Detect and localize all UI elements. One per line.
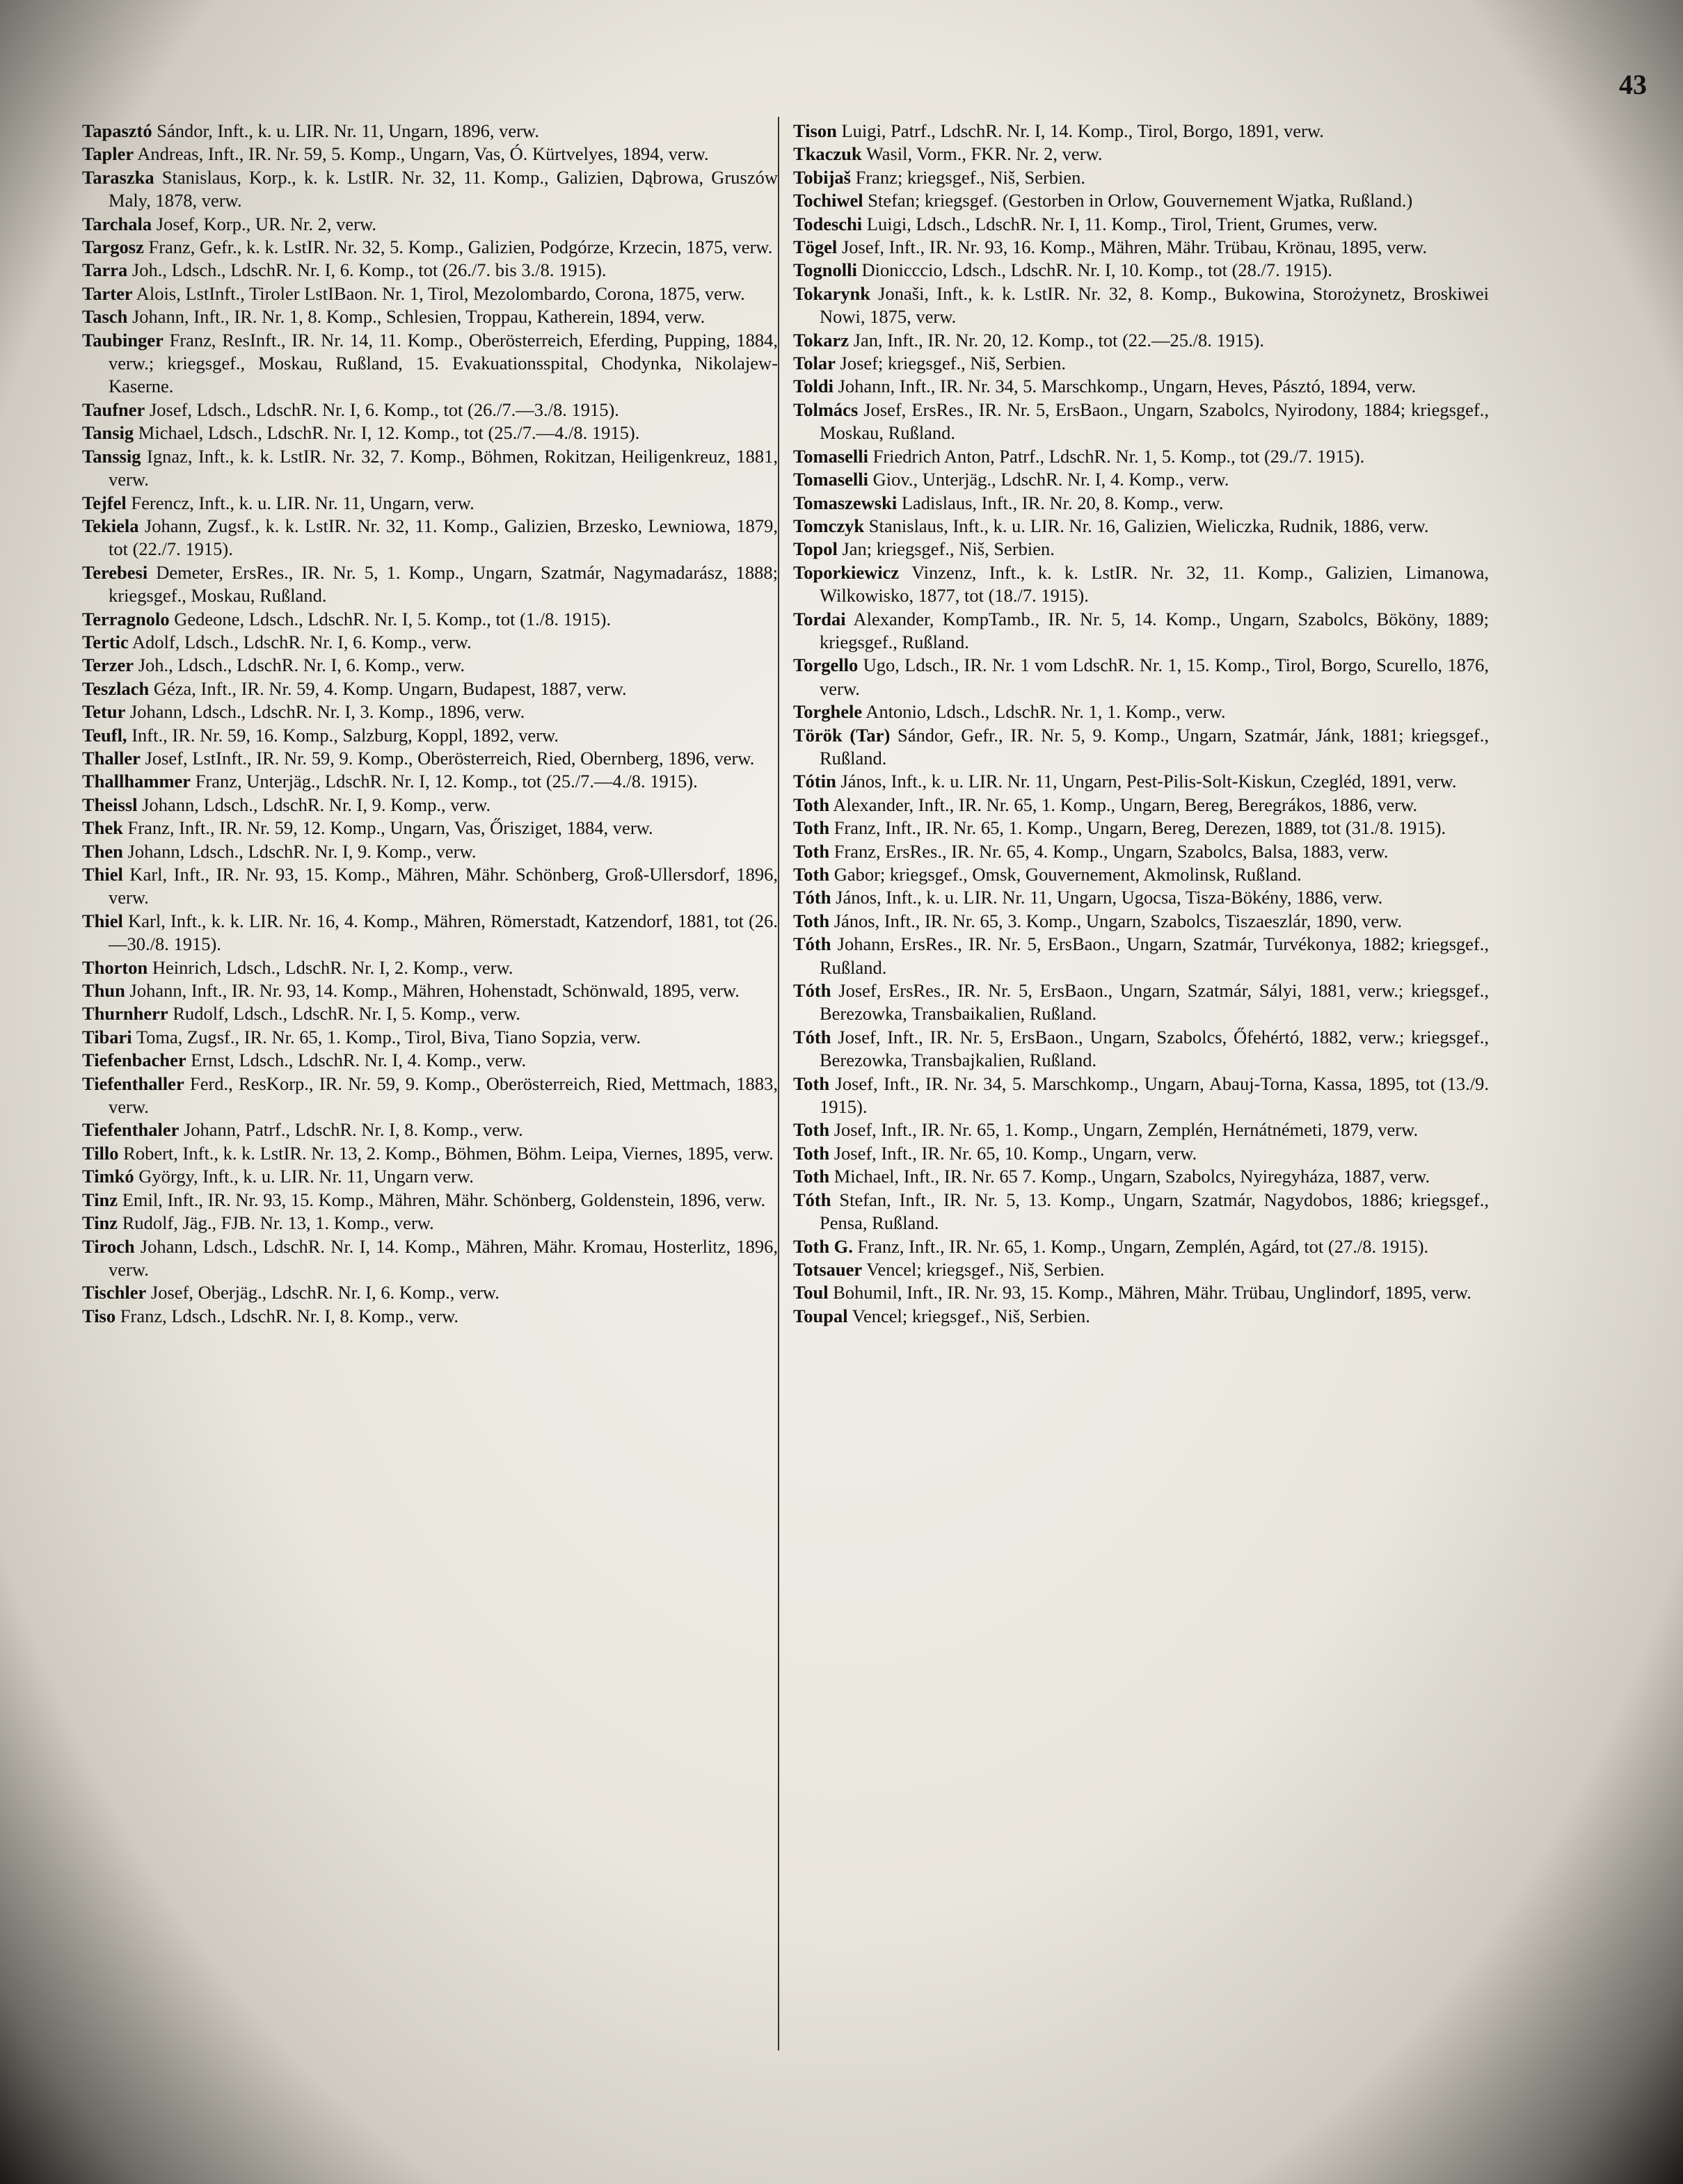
entry-surname: Thallhammer — [82, 771, 191, 792]
entry-details: Adolf, Ldsch., LdschR. Nr. I, 6. Komp., verw. — [128, 631, 472, 652]
list-entry — [82, 724, 778, 747]
list-entry — [793, 1258, 1489, 1281]
entry-surname: Then — [82, 840, 123, 862]
entry-details: Andreas, Inft., IR. Nr. 59, 5. Komp., Ungarn, Vas, Ó. Kürtvelyes, 1894, verw. — [134, 143, 709, 165]
entry-surname: Topol — [793, 538, 838, 560]
entry-surname: Toupal — [793, 1305, 848, 1326]
list-entry — [82, 956, 778, 979]
entry-details: Rudolf, Ldsch., LdschR. Nr. I, 5. Komp., verw. — [168, 1003, 520, 1025]
list-entry — [82, 654, 778, 677]
entry-surname: Tordai — [793, 608, 846, 629]
entry-details: Josef, Korp., UR. Nr. 2, verw. — [152, 213, 377, 234]
entry-surname: Tiefenthaler — [82, 1119, 180, 1141]
entry-details: Heinrich, Ldsch., LdschR. Nr. I, 2. Komp., verw. — [147, 956, 513, 978]
entry-surname: Török (Tar) — [793, 724, 891, 746]
entry-surname: Toth — [793, 1166, 830, 1187]
entry-details: Johann, Ldsch., LdschR. Nr. I, 3. Komp., 1896, verw. — [125, 701, 525, 723]
list-entry — [82, 700, 778, 723]
list-entry — [82, 1049, 778, 1072]
entry-details: Demeter, ErsRes., IR. Nr. 5, 1. Komp., Ungarn, Szatmár, Nagymadarász, 1888; kriegsgef., Moskau, Rußland. — [109, 561, 778, 607]
entry-details: Alexander, KompTamb., IR. Nr. 5, 14. Komp., Ungarn, Szabolcs, Bököny, 1889; kriegsgef., Rußland. — [820, 608, 1489, 652]
entry-surname: Tomaselli — [793, 445, 868, 467]
entry-details: Jonaši, Inft., k. k. LstIR. Nr. 32, 8. Komp., Bukowina, Storożynetz, Broskiwei Nowi, 1875, verw. — [820, 282, 1489, 328]
entry-surname: Tokarynk — [793, 282, 870, 304]
left-column — [82, 120, 778, 1328]
entry-surname: Tóth — [793, 980, 831, 1002]
list-entry — [82, 259, 778, 282]
entry-details: Inft., IR. Nr. 59, 16. Komp., Salzburg, Koppl, 1892, verw. — [127, 724, 559, 746]
list-entry — [82, 445, 778, 492]
entry-details: Josef, Inft., IR. Nr. 65, 1. Komp., Ungarn, Zemplén, Hernátnémeti, 1879, verw. — [829, 1119, 1419, 1141]
list-entry — [793, 189, 1489, 212]
entry-details: Joh., Ldsch., LdschR. Nr. I, 6. Komp., verw. — [134, 655, 465, 676]
entry-surname: Tiefenthaller — [82, 1073, 184, 1094]
list-entry — [82, 1073, 778, 1119]
list-entry — [793, 979, 1489, 1026]
entry-details: Alois, LstInft., Tiroler LstIBaon. Nr. 1, Tirol, Mezolombardo, Corona, 1875, verw. — [132, 282, 745, 304]
list-entry — [82, 1165, 778, 1188]
entry-surname: Terragnolo — [82, 608, 170, 629]
list-entry — [793, 1073, 1489, 1119]
list-entry — [793, 492, 1489, 515]
entry-surname: Totsauer — [793, 1258, 863, 1280]
list-entry — [82, 1235, 778, 1282]
entry-details: Josef, Inft., IR. Nr. 5, ErsBaon., Ungarn, Szabolcs, Őfehértó, 1882, verw.; kriegsgef., Berezowka, Transbajkalien, Rußland. — [820, 1026, 1489, 1071]
list-entry — [793, 817, 1489, 840]
entry-details: Ladislaus, Inft., IR. Nr. 20, 8. Komp., verw. — [897, 492, 1224, 513]
list-entry — [793, 1118, 1489, 1141]
list-entry — [793, 538, 1489, 561]
entry-details: Ferencz, Inft., k. u. LIR. Nr. 11, Ungarn, verw. — [126, 492, 474, 513]
entry-surname: Thun — [82, 980, 125, 1002]
list-entry — [793, 143, 1489, 166]
entry-details: Johann, Ldsch., LdschR. Nr. I, 9. Komp., verw. — [137, 794, 491, 815]
entry-surname: Tomaselli — [793, 469, 868, 490]
list-entry — [82, 282, 778, 305]
list-entry — [793, 1189, 1489, 1235]
list-entry — [793, 166, 1489, 189]
page-number: 43 — [1619, 69, 1647, 100]
list-entry — [793, 282, 1489, 329]
list-entry — [82, 492, 778, 515]
entry-surname: Tischler — [82, 1282, 147, 1303]
entry-surname: Tejfel — [82, 492, 127, 513]
list-entry — [82, 608, 778, 631]
entry-surname: Tokarz — [793, 329, 850, 351]
entry-surname: Terzer — [82, 655, 134, 676]
entry-details: Giov., Unterjäg., LdschR. Nr. I, 4. Komp., verw. — [868, 469, 1229, 490]
entry-details: Ferd., ResKorp., IR. Nr. 59, 9. Komp., Oberösterreich, Ried, Mettmach, 1883, verw. — [109, 1073, 778, 1118]
entry-details: Stefan, Inft., IR. Nr. 5, 13. Komp., Ungarn, Szatmár, Nagydobos, 1886; kriegsgef., Pensa, Rußland. — [820, 1189, 1489, 1234]
entry-surname: Tibari — [82, 1026, 132, 1047]
entry-surname: Tapler — [82, 143, 134, 165]
entry-details: György, Inft., k. u. LIR. Nr. 11, Ungarn verw. — [134, 1166, 474, 1187]
entry-details: Ugo, Ldsch., IR. Nr. 1 vom LdschR. Nr. 1, 15. Komp., Tirol, Borgo, Scurello, 1876, verw. — [820, 655, 1489, 699]
entry-surname: Tögel — [793, 236, 838, 258]
list-entry — [82, 213, 778, 236]
list-entry — [793, 1281, 1489, 1304]
entry-details: Josef, ErsRes., IR. Nr. 5, ErsBaon., Ungarn, Szabolcs, Nyirodony, 1884; kriegsgef., Moskau, Rußland. — [820, 399, 1489, 444]
entry-surname: Taubinger — [82, 329, 163, 351]
entry-surname: Tochiwel — [793, 190, 863, 211]
entry-surname: Tarra — [82, 259, 128, 281]
entry-surname: Taufner — [82, 399, 145, 420]
entry-details: Josef, Inft., IR. Nr. 93, 16. Komp., Mähren, Mähr. Trübau, Krönau, 1895, verw. — [837, 236, 1427, 258]
entry-details: Michael, Ldsch., LdschR. Nr. I, 12. Komp., tot (25./7.—4./8. 1915). — [134, 422, 640, 444]
entry-surname: Toth — [793, 794, 830, 815]
entry-details: Franz, Inft., IR. Nr. 65, 1. Komp., Ungarn, Bereg, Derezen, 1889, tot (31./8. 1915). — [829, 817, 1446, 839]
entry-details: Johann, Inft., IR. Nr. 34, 5. Marschkomp., Ungarn, Heves, Pásztó, 1894, verw. — [833, 376, 1417, 397]
entry-surname: Tkaczuk — [793, 143, 862, 165]
list-entry — [82, 120, 778, 143]
entry-details: Gedeone, Ldsch., LdschR. Nr. I, 5. Komp., tot (1./8. 1915). — [169, 608, 612, 629]
right-column — [793, 120, 1489, 1328]
entry-surname: Toth — [793, 840, 830, 862]
list-entry — [82, 770, 778, 793]
entry-surname: Toth — [793, 1119, 830, 1141]
entry-surname: Toth — [793, 817, 830, 839]
list-entry — [793, 863, 1489, 886]
entry-details: Johann, Ldsch., LdschR. Nr. I, 14. Komp., Mähren, Mähr. Kromau, Hosterlitz, 1896, verw. — [109, 1235, 778, 1280]
list-entry — [82, 1189, 778, 1212]
list-entry — [82, 817, 778, 840]
list-entry — [82, 863, 778, 910]
entry-surname: Thek — [82, 817, 123, 839]
entry-details: János, Inft., k. u. LIR. Nr. 11, Ungarn, Ugocsa, Tisza-Bökény, 1886, verw. — [831, 887, 1383, 908]
entry-surname: Teufl, — [82, 724, 127, 746]
list-entry — [793, 1165, 1489, 1188]
list-entry — [793, 886, 1489, 909]
list-entry — [82, 166, 778, 213]
entry-details: Jan, Inft., IR. Nr. 20, 12. Komp., tot (22.—25./8. 1915). — [849, 329, 1264, 351]
entry-surname: Tansig — [82, 422, 134, 444]
entry-details: Wasil, Vorm., FKR. Nr. 2, verw. — [861, 143, 1103, 165]
list-entry — [82, 910, 778, 956]
list-entry — [82, 794, 778, 817]
list-entry — [793, 468, 1489, 491]
entry-details: Franz, Gefr., k. k. LstIR. Nr. 32, 5. Komp., Galizien, Podgórze, Krzecin, 1875, verw. — [143, 236, 773, 258]
list-entry — [82, 979, 778, 1002]
list-entry — [793, 1235, 1489, 1258]
list-entry — [82, 1281, 778, 1304]
entry-details: Alexander, Inft., IR. Nr. 65, 1. Komp., Ungarn, Bereg, Beregrákos, 1886, verw. — [829, 794, 1418, 815]
entry-surname: Taraszka — [82, 166, 154, 188]
list-entry — [793, 1305, 1489, 1328]
entry-details: Josef, Inft., IR. Nr. 34, 5. Marschkomp., Ungarn, Abauj-Torna, Kassa, 1895, tot (13./9. 1915). — [820, 1073, 1489, 1118]
entry-surname: Tarter — [82, 282, 133, 304]
entry-surname: Tiso — [82, 1305, 116, 1326]
list-entry — [82, 747, 778, 770]
entry-surname: Toth — [793, 864, 830, 885]
list-entry — [793, 840, 1489, 863]
entry-surname: Tinz — [82, 1212, 118, 1234]
entry-details: Vencel; kriegsgef., Niš, Serbien. — [847, 1305, 1090, 1326]
entry-surname: Toth G. — [793, 1235, 853, 1257]
entry-details: Karl, Inft., IR. Nr. 93, 15. Komp., Mähren, Mähr. Schönberg, Groß-Ullersdorf, 1896, verw. — [109, 864, 778, 908]
list-entry — [82, 236, 778, 259]
column-divider — [778, 117, 779, 2050]
entry-details: Franz, Ldsch., LdschR. Nr. I, 8. Komp., verw. — [115, 1305, 458, 1326]
list-entry — [793, 608, 1489, 655]
entry-details: Karl, Inft., k. k. LIR. Nr. 16, 4. Komp., Mähren, Römerstadt, Katzendorf, 1881, tot (26.—30./8. 1915). — [109, 910, 778, 955]
entry-surname: Tóth — [793, 887, 831, 908]
entry-surname: Theissl — [82, 794, 138, 815]
list-entry — [793, 399, 1489, 445]
entry-surname: Torghele — [793, 701, 863, 723]
entry-details: Josef, Oberjäg., LdschR. Nr. I, 6. Komp., verw. — [146, 1282, 500, 1303]
entry-details: Johann, Inft., IR. Nr. 93, 14. Komp., Mähren, Hohenstadt, Schönwald, 1895, verw. — [125, 980, 740, 1002]
entry-details: Johann, Inft., IR. Nr. 1, 8. Komp., Schlesien, Troppau, Katherein, 1894, verw. — [127, 306, 705, 328]
entry-surname: Terebesi — [82, 561, 148, 583]
entry-details: Luigi, Ldsch., LdschR. Nr. I, 11. Komp., Tirol, Trient, Grumes, verw. — [862, 213, 1378, 234]
list-entry — [793, 654, 1489, 700]
entry-surname: Timkó — [82, 1166, 134, 1187]
entry-details: Vencel; kriegsgef., Niš, Serbien. — [862, 1258, 1105, 1280]
list-entry — [793, 375, 1489, 398]
entry-surname: Tasch — [82, 306, 128, 328]
list-entry — [82, 329, 778, 399]
entry-details: Franz, Unterjäg., LdschR. Nr. I, 12. Komp., tot (25./7.—4./8. 1915). — [191, 771, 698, 792]
entry-details: Joh., Ldsch., LdschR. Nr. I, 6. Komp., tot (26./7. bis 3./8. 1915). — [127, 259, 607, 281]
list-entry — [793, 352, 1489, 375]
entry-details: Luigi, Patrf., LdschR. Nr. I, 14. Komp., Tirol, Borgo, 1891, verw. — [836, 120, 1324, 141]
entry-details: Stefan; kriegsgef. (Gestorben in Orlow, Gouvernement Wjatka, Rußland.) — [863, 190, 1413, 211]
entry-details: Stanislaus, Inft., k. u. LIR. Nr. 16, Galizien, Wieliczka, Rudnik, 1886, verw. — [864, 515, 1429, 536]
list-entry — [82, 1002, 778, 1025]
entry-details: Franz, Inft., IR. Nr. 65, 1. Komp., Ungarn, Zemplén, Agárd, tot (27./8. 1915). — [852, 1235, 1429, 1257]
entry-surname: Tolar — [793, 353, 836, 374]
list-entry — [82, 561, 778, 608]
entry-surname: Tarchala — [82, 213, 152, 234]
list-entry — [793, 770, 1489, 793]
entry-details: Franz, Inft., IR. Nr. 59, 12. Komp., Ungarn, Vas, Őrisziget, 1884, verw. — [122, 817, 653, 839]
entry-surname: Toth — [793, 1142, 830, 1164]
list-entry — [793, 329, 1489, 352]
entry-surname: Teszlach — [82, 677, 150, 699]
entry-surname: Tertic — [82, 631, 129, 652]
entry-surname: Todeschi — [793, 213, 863, 234]
entry-surname: Toth — [793, 1073, 830, 1094]
entry-details: Sándor, Gefr., IR. Nr. 5, 9. Komp., Ungarn, Szatmár, Jánk, 1881; kriegsgef., Rußland. — [820, 724, 1489, 769]
entry-surname: Thorton — [82, 956, 148, 978]
list-entry — [82, 1026, 778, 1049]
entry-details: Johann, Ldsch., LdschR. Nr. I, 9. Komp., verw. — [122, 840, 477, 862]
list-entry — [82, 399, 778, 421]
entry-details: Josef, Inft., IR. Nr. 65, 10. Komp., Ungarn, verw. — [829, 1142, 1197, 1164]
entry-details: Josef, ErsRes., IR. Nr. 5, ErsBaon., Ungarn, Szatmár, Sályi, 1881, verw.; kriegsgef., Berezowka, Transbaikalien, Rußland. — [820, 980, 1489, 1025]
entry-details: Vinzenz, Inft., k. k. LstIR. Nr. 32, 11. Komp., Galizien, Limanowa, Wilkowisko, 1877, tot (18./7. 1915). — [820, 561, 1489, 607]
entry-surname: Toth — [793, 910, 830, 931]
entry-details: Franz, ResInft., IR. Nr. 14, 11. Komp., Oberösterreich, Eferding, Pupping, 1884, verw.; kriegsgef., Moskau, Rußland, 15. Evakuationsspital, Chodynka, Nikolajew-Kaserne. — [109, 329, 778, 397]
entry-details: Toma, Zugsf., IR. Nr. 65, 1. Komp., Tirol, Biva, Tiano Sopzia, verw. — [131, 1026, 641, 1047]
entry-surname: Torgello — [793, 655, 859, 676]
entry-surname: Tótin — [793, 771, 836, 792]
list-entry — [82, 677, 778, 700]
entry-details: Gabor; kriegsgef., Omsk, Gouvernement, Akmolinsk, Rußland. — [829, 864, 1302, 885]
list-entry — [82, 515, 778, 561]
entry-surname: Tiroch — [82, 1235, 135, 1257]
list-entry — [793, 236, 1489, 259]
list-entry — [793, 445, 1489, 468]
list-entry — [82, 631, 778, 654]
entry-surname: Tetur — [82, 701, 126, 723]
entry-surname: Thiel — [82, 864, 123, 885]
list-entry — [793, 259, 1489, 282]
list-entry — [82, 1212, 778, 1235]
entry-details: Dionicccio, Ldsch., LdschR. Nr. I, 10. Komp., tot (28./7. 1915). — [856, 259, 1332, 281]
list-entry — [793, 1026, 1489, 1073]
entry-details: Sándor, Inft., k. u. LIR. Nr. 11, Ungarn, 1896, verw. — [152, 120, 539, 141]
entry-details: Rudolf, Jäg., FJB. Nr. 13, 1. Komp., verw. — [118, 1212, 434, 1234]
list-entry — [793, 933, 1489, 979]
entry-surname: Tiefenbacher — [82, 1050, 186, 1071]
entry-details: Michael, Inft., IR. Nr. 65 7. Komp., Ungarn, Szabolcs, Nyiregyháza, 1887, verw. — [829, 1166, 1430, 1187]
list-entry — [82, 305, 778, 328]
entry-surname: Tobijaš — [793, 166, 851, 188]
entry-details: Ernst, Ldsch., LdschR. Nr. I, 4. Komp., verw. — [186, 1050, 527, 1071]
entry-surname: Toporkiewicz — [793, 561, 900, 583]
entry-surname: Tolmács — [793, 399, 859, 420]
entry-surname: Tinz — [82, 1189, 118, 1210]
entry-details: Johann, Zugsf., k. k. LstIR. Nr. 32, 11. Komp., Galizien, Brzesko, Lewniowa, 1879, tot (22./7. 1915). — [109, 515, 778, 560]
entry-surname: Thurnherr — [82, 1003, 168, 1025]
entry-details: Johann, Patrf., LdschR. Nr. I, 8. Komp., verw. — [179, 1119, 523, 1141]
entry-details: Franz; kriegsgef., Niš, Serbien. — [850, 166, 1086, 188]
entry-details: Géza, Inft., IR. Nr. 59, 4. Komp. Ungarn, Budapest, 1887, verw. — [149, 677, 627, 699]
entry-details: Ignaz, Inft., k. k. LstIR. Nr. 32, 7. Komp., Böhmen, Rokitzan, Heiligenkreuz, 1881, verw. — [109, 445, 778, 490]
entry-details: Josef, Ldsch., LdschR. Nr. I, 6. Komp., tot (26./7.—3./8. 1915). — [145, 399, 619, 420]
entry-details: Jan; kriegsgef., Niš, Serbien. — [837, 538, 1055, 560]
list-entry — [793, 561, 1489, 608]
list-entry — [793, 700, 1489, 723]
entry-surname: Tomaszewski — [793, 492, 898, 513]
entry-surname: Tóth — [793, 1026, 831, 1047]
entry-details: Robert, Inft., k. k. LstIR. Nr. 13, 2. Komp., Böhmen, Böhm. Leipa, Viernes, 1895, verw. — [118, 1142, 774, 1164]
list-entry — [793, 1142, 1489, 1165]
entry-surname: Tóth — [793, 1189, 831, 1210]
entry-details: János, Inft., IR. Nr. 65, 3. Komp., Ungarn, Szabolcs, Tiszaeszlár, 1890, verw. — [829, 910, 1403, 931]
entry-details: Stanislaus, Korp., k. k. LstIR. Nr. 32, 11. Komp., Galizien, Dąbrowa, Gruszów Maly, 1878, verw. — [109, 166, 778, 211]
entry-surname: Thaller — [82, 747, 141, 769]
entry-surname: Tillo — [82, 1142, 119, 1164]
list-entry — [82, 421, 778, 444]
list-entry — [82, 143, 778, 166]
list-entry — [793, 794, 1489, 817]
list-entry — [793, 910, 1489, 933]
entry-surname: Tanssig — [82, 445, 141, 467]
entry-surname: Targosz — [82, 236, 144, 258]
list-entry — [82, 840, 778, 863]
list-entry — [82, 1305, 778, 1328]
entry-surname: Tekiela — [82, 515, 139, 536]
entry-details: Josef; kriegsgef., Niš, Serbien. — [835, 353, 1067, 374]
entry-surname: Tapasztó — [82, 120, 152, 141]
list-entry — [82, 1118, 778, 1141]
list-entry — [793, 724, 1489, 771]
list-entry — [793, 515, 1489, 538]
list-entry — [82, 1142, 778, 1165]
entry-surname: Tison — [793, 120, 837, 141]
entry-surname: Tognolli — [793, 259, 857, 281]
list-entry — [793, 120, 1489, 143]
entry-details: Friedrich Anton, Patrf., LdschR. Nr. 1, 5. Komp., tot (29./7. 1915). — [868, 445, 1365, 467]
entry-details: Emil, Inft., IR. Nr. 93, 15. Komp., Mähren, Mähr. Schönberg, Goldenstein, 1896, verw. — [118, 1189, 766, 1210]
entry-surname: Thiel — [82, 910, 123, 931]
entry-details: Johann, ErsRes., IR. Nr. 5, ErsBaon., Ungarn, Szatmár, Turvékonya, 1882; kriegsgef., Rußland. — [820, 933, 1489, 978]
entry-details: János, Inft., k. u. LIR. Nr. 11, Ungarn, Pest-Pilis-Solt-Kiskun, Czegléd, 1891, verw. — [836, 771, 1457, 792]
entry-details: Bohumil, Inft., IR. Nr. 93, 15. Komp., Mähren, Mähr. Trübau, Unglindorf, 1895, verw. — [828, 1282, 1471, 1303]
entry-surname: Tomczyk — [793, 515, 865, 536]
entry-details: Antonio, Ldsch., LdschR. Nr. 1, 1. Komp., verw. — [862, 701, 1226, 723]
entry-surname: Tóth — [793, 933, 831, 955]
entry-surname: Toldi — [793, 376, 833, 397]
entry-surname: Toul — [793, 1282, 829, 1303]
list-entry — [793, 213, 1489, 236]
entry-details: Josef, LstInft., IR. Nr. 59, 9. Komp., Oberösterreich, Ried, Obernberg, 1896, verw. — [140, 747, 755, 769]
entry-details: Franz, ErsRes., IR. Nr. 65, 4. Komp., Ungarn, Szabolcs, Balsa, 1883, verw. — [829, 840, 1389, 862]
